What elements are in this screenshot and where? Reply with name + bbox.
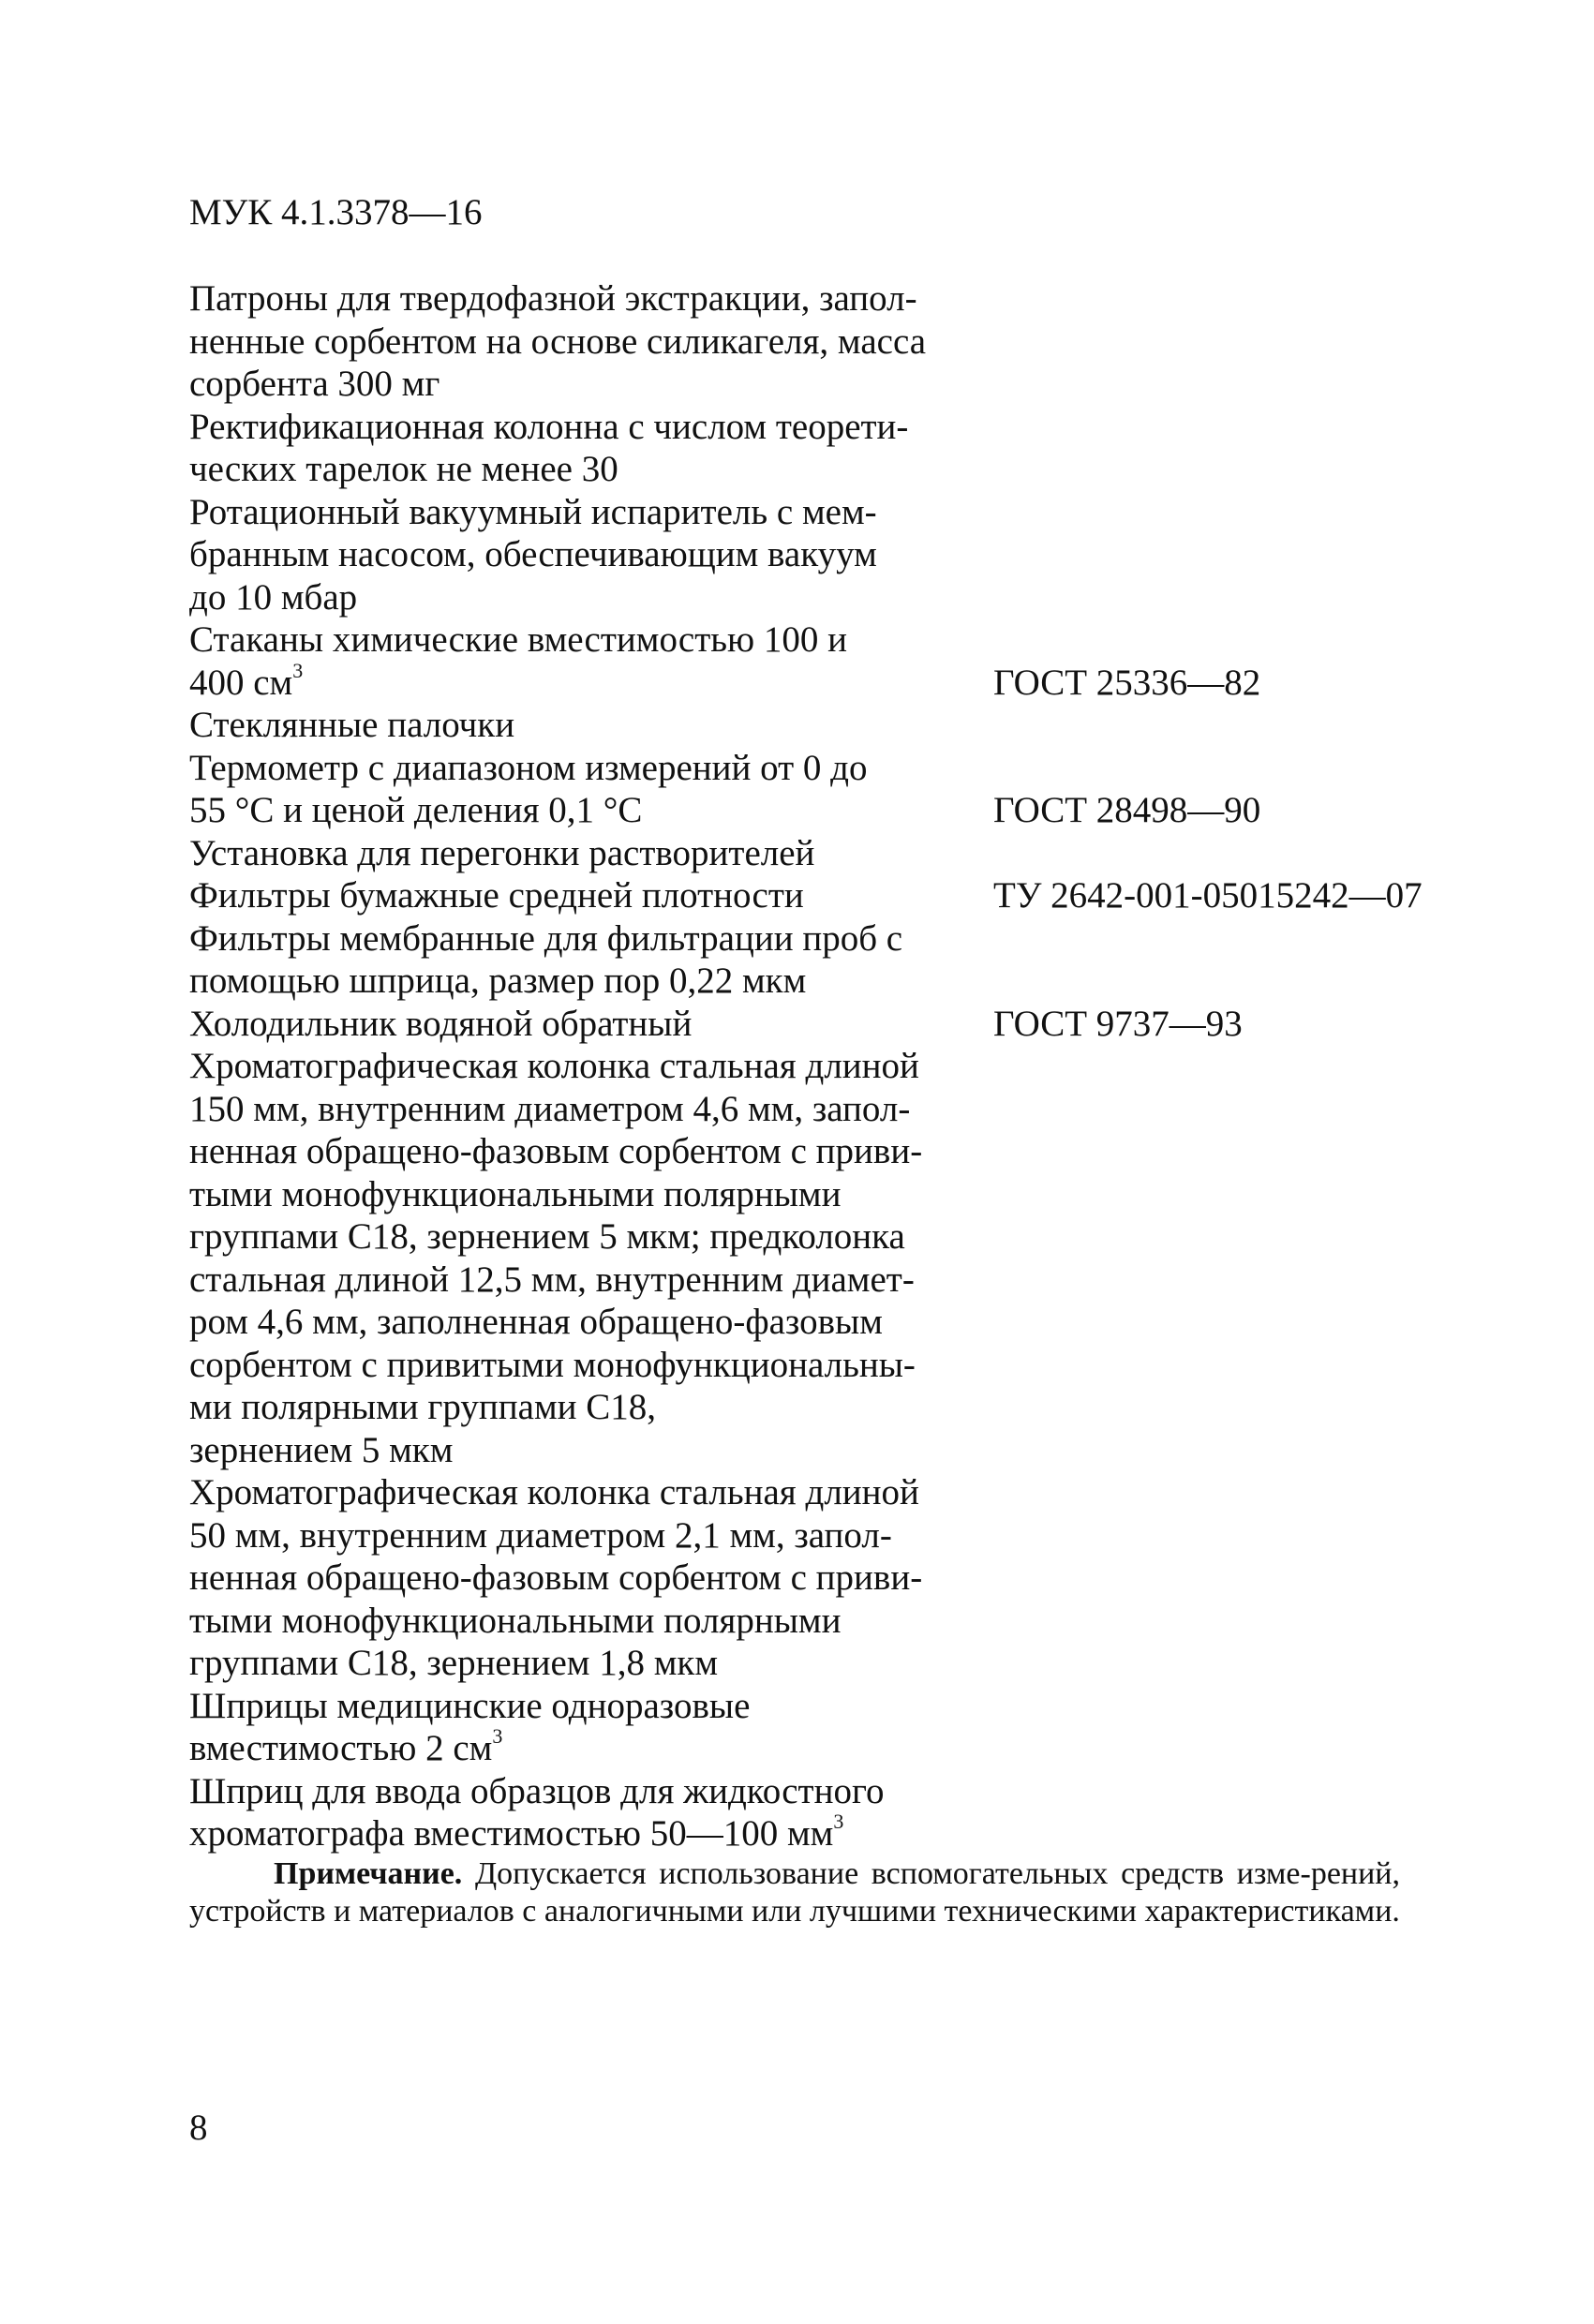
note-text: Допускается использование вспомогательных средств изме-рений, устройств и материалов с аналогичными или лучшими техническими характеристиками. [189, 1856, 1400, 1929]
item-description: Хроматографическая колонка стальная длиной 50 мм, внутренним диаметром 2,1 мм, запол- ненная обращено-фазовым сорбентом с приви- тыми монофункциональными полярными группами С18, зернением 1,8 мкм [189, 1472, 923, 1683]
item-description: Установка для перегонки растворителей [189, 832, 815, 873]
item-description: Термометр с диапазоном измерений от 0 до 55 °С и ценой деления 0,1 °С [189, 747, 868, 830]
note-label: Примечание. [274, 1856, 463, 1891]
superscript: 3 [492, 1724, 503, 1748]
list-item [189, 704, 1436, 747]
list-item [189, 1770, 1436, 1855]
item-description: Ротационный вакуумный испаритель с мем- бранным насосом, обеспечивающим вакуум до 10 мбар [189, 491, 877, 618]
list-item [189, 1045, 1436, 1471]
item-standard: ГОСТ 9737—93 [993, 1003, 1243, 1044]
document-code-header: МУК 4.1.3378—16 [189, 192, 483, 232]
list-item [189, 491, 1436, 619]
item-description: Холодильник водяной обратный [189, 1003, 693, 1044]
item-standard: ГОСТ 25336—82 [993, 662, 1261, 703]
list-item [189, 406, 1436, 491]
list-item [189, 618, 1436, 704]
item-description: Фильтры бумажные средней плотности [189, 875, 804, 916]
list-item [189, 1685, 1436, 1770]
item-standard: ТУ 2642-001-05015242—07 [993, 875, 1423, 916]
list-item [189, 917, 1436, 1003]
page-number: 8 [189, 2108, 208, 2148]
item-description: Фильтры мембранные для фильтрации проб с помощью шприца, размер пор 0,22 мкм [189, 917, 903, 1001]
superscript: 3 [833, 1810, 844, 1833]
equipment-list [189, 277, 1436, 1855]
item-description: Хроматографическая колонка стальная длиной 150 мм, внутренним диаметром 4,6 мм, запол- ненная обращено-фазовым сорбентом с приви- тыми монофункциональными полярными группами С18, зернением 5 мкм; предколонка стальная длиной 12,5 мм, внутренним диамет- ром 4,6 мм, заполненная обращено-фазовым сорбентом с привитыми монофункциональны- ми полярными группами С18, зернением 5 мкм [189, 1046, 923, 1470]
list-item [189, 277, 1436, 406]
item-description: Ректификационная колонна с числом теорети- ческих тарелок не менее 30 [189, 406, 909, 489]
item-description: Шприц для ввода образцов для жидкостного хроматографа вместимостью 50—100 $мм^3$ [189, 1770, 885, 1854]
item-description: Патроны для твердофазной экстракции, запол- ненные сорбентом на основе силикагеля, масса сорбента 300 мг [189, 278, 927, 404]
item-standard: ГОСТ 28498—90 [993, 790, 1261, 830]
list-item [189, 832, 1436, 875]
item-description: Стаканы химические вместимостью 100 и 400 $см^3$ [189, 619, 848, 703]
superscript: 3 [292, 658, 304, 682]
list-item [189, 1003, 1436, 1046]
item-description: Шприцы медицинские одноразовые вместимостью 2 $см^3$ [189, 1685, 751, 1768]
list-item [189, 874, 1436, 917]
list-item [189, 1471, 1436, 1685]
item-description: Стеклянные палочки [189, 705, 515, 745]
note-paragraph [189, 1855, 1400, 1930]
list-item [189, 747, 1436, 832]
